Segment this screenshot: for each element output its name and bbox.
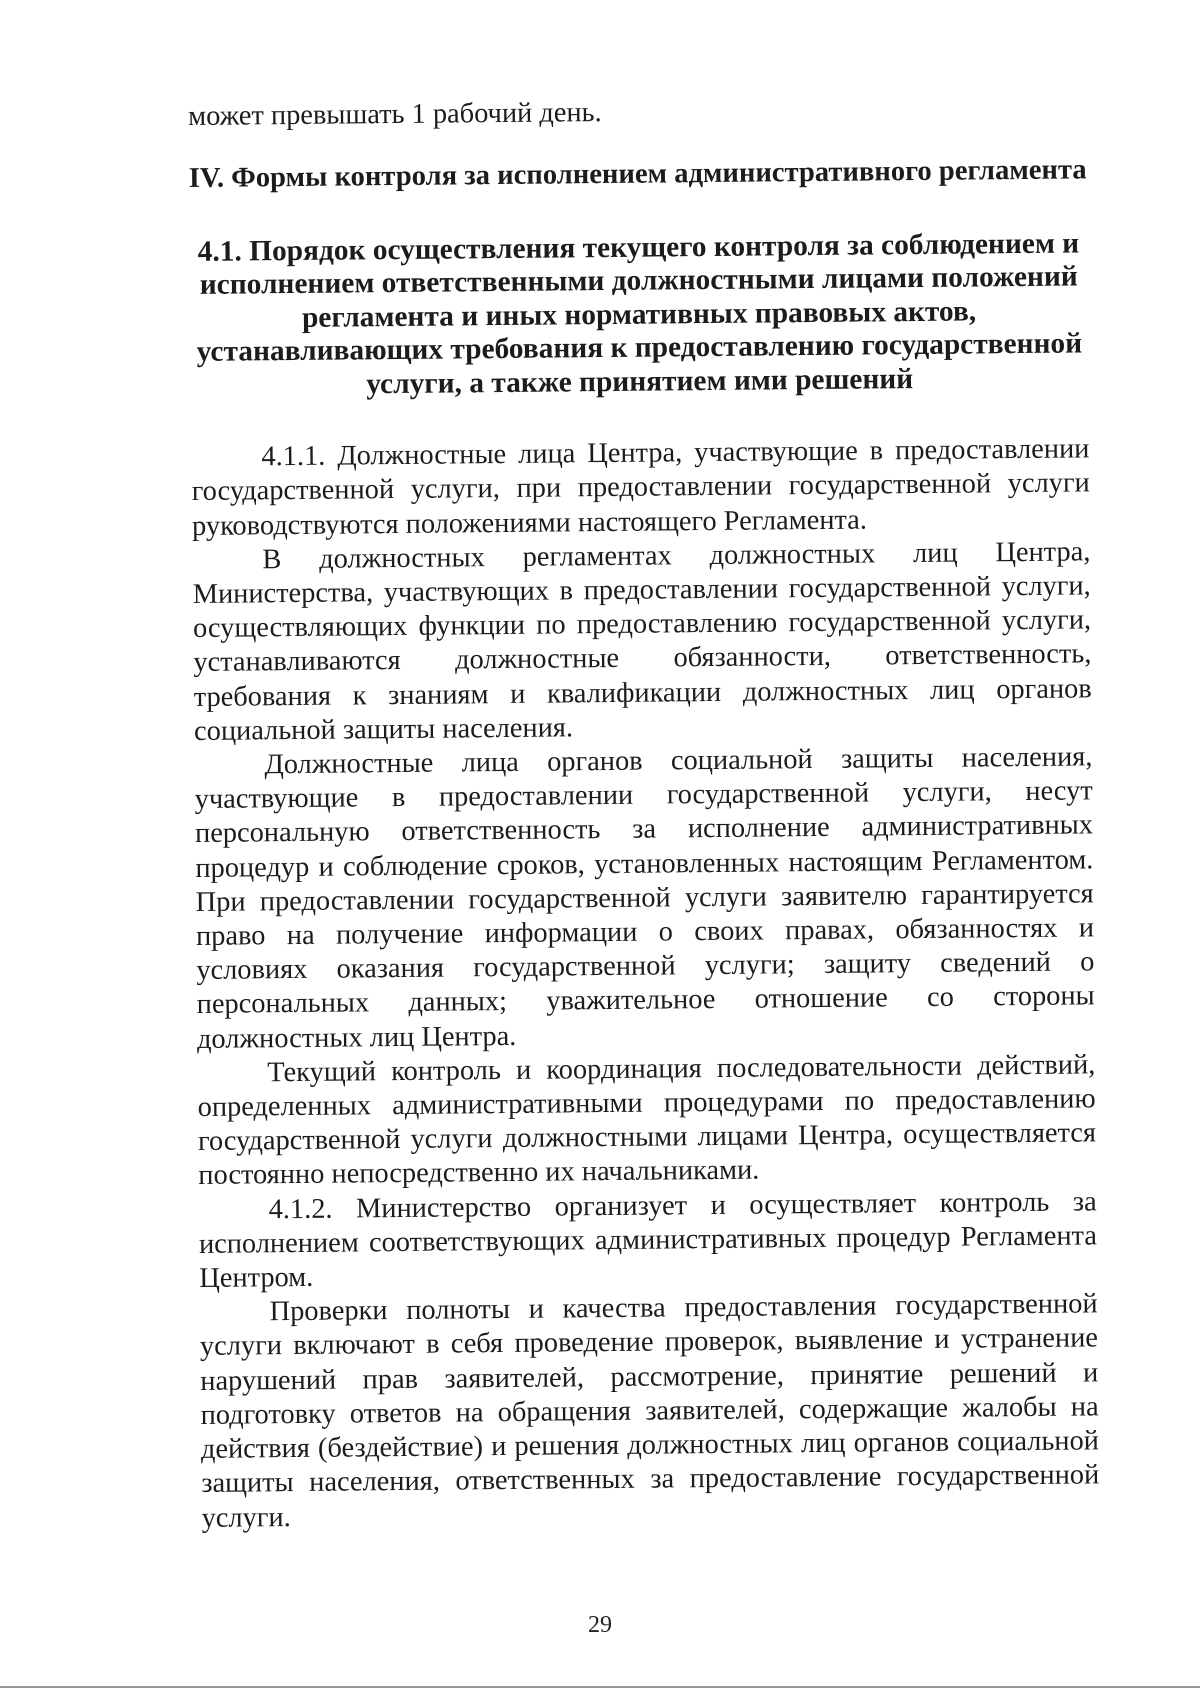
scan-edge-line	[0, 1686, 1200, 1688]
paragraph-4: Текущий контроль и координация последовательности действий, определенных административными процедурами по предоставлению государственной услуги должностными лицами Центра, осуществляется постоянно непосредственно их начальниками.	[197, 1049, 1097, 1192]
continuation-text: может превышать 1 рабочий день.	[188, 97, 602, 132]
paragraph-6: Проверки полноты и качества предоставления государственной услуги включают в себя проведение проверок, выявление и устранение нарушений прав заявителей, рассмотрение, принятие решений и подготовку ответов на обращения заявителей, содержащие жалобы на действия (бездействие) и решения должностных лиц органов социальной защиты населения, ответственных за предоставление государственной услуги.	[199, 1288, 1100, 1534]
page-number: 29	[588, 1612, 612, 1638]
paragraph-3: Должностные лица органов социальной защиты населения, участвующие в предоставлении государственной услуги, несут персональную ответственность за исполнение административных процедур и соблюдение сроков, установленных настоящим Регламентом. При предоставлении государственной услуги заявителю гарантируется право на получение информации о своих правах, обязанностях и условиях оказания государственной услуги; защиту сведений о персональных данных; уважительное отношение со стороны должностных лиц Центра.	[194, 741, 1095, 1055]
paragraph-2: В должностных регламентах должностных лиц Центра, Министерства, участвующих в предоставлении государственной услуги, осуществляющих функции по предоставлению государственной услуги, устанавливаются должностные обязанности, ответственность, требования к знаниям и квалификации должностных лиц органов социальной защиты населения.	[192, 536, 1092, 747]
page-content	[188, 91, 1100, 1535]
section-title: IV. Формы контроля за исполнением административного регламента	[188, 154, 1087, 195]
paragraph-1: 4.1.1. Должностные лица Центра, участвующие в предоставлении государственной услуги, при предоставлении государственной услуги руководствуются положениями настоящего Регламента.	[191, 433, 1090, 542]
subsection-title: 4.1. Порядок осуществления текущего контроля за соблюдением и исполнением ответственными должностными лицами положений регламента и иных нормативных правовых актов, устанавливающих требования к предоставлению государственной услуги, а также принятием ими решений	[196, 227, 1083, 401]
paragraph-5: 4.1.2. Министерство организует и осуществляет контроль за исполнением соответствующих административных процедур Регламента Центром.	[198, 1186, 1098, 1295]
